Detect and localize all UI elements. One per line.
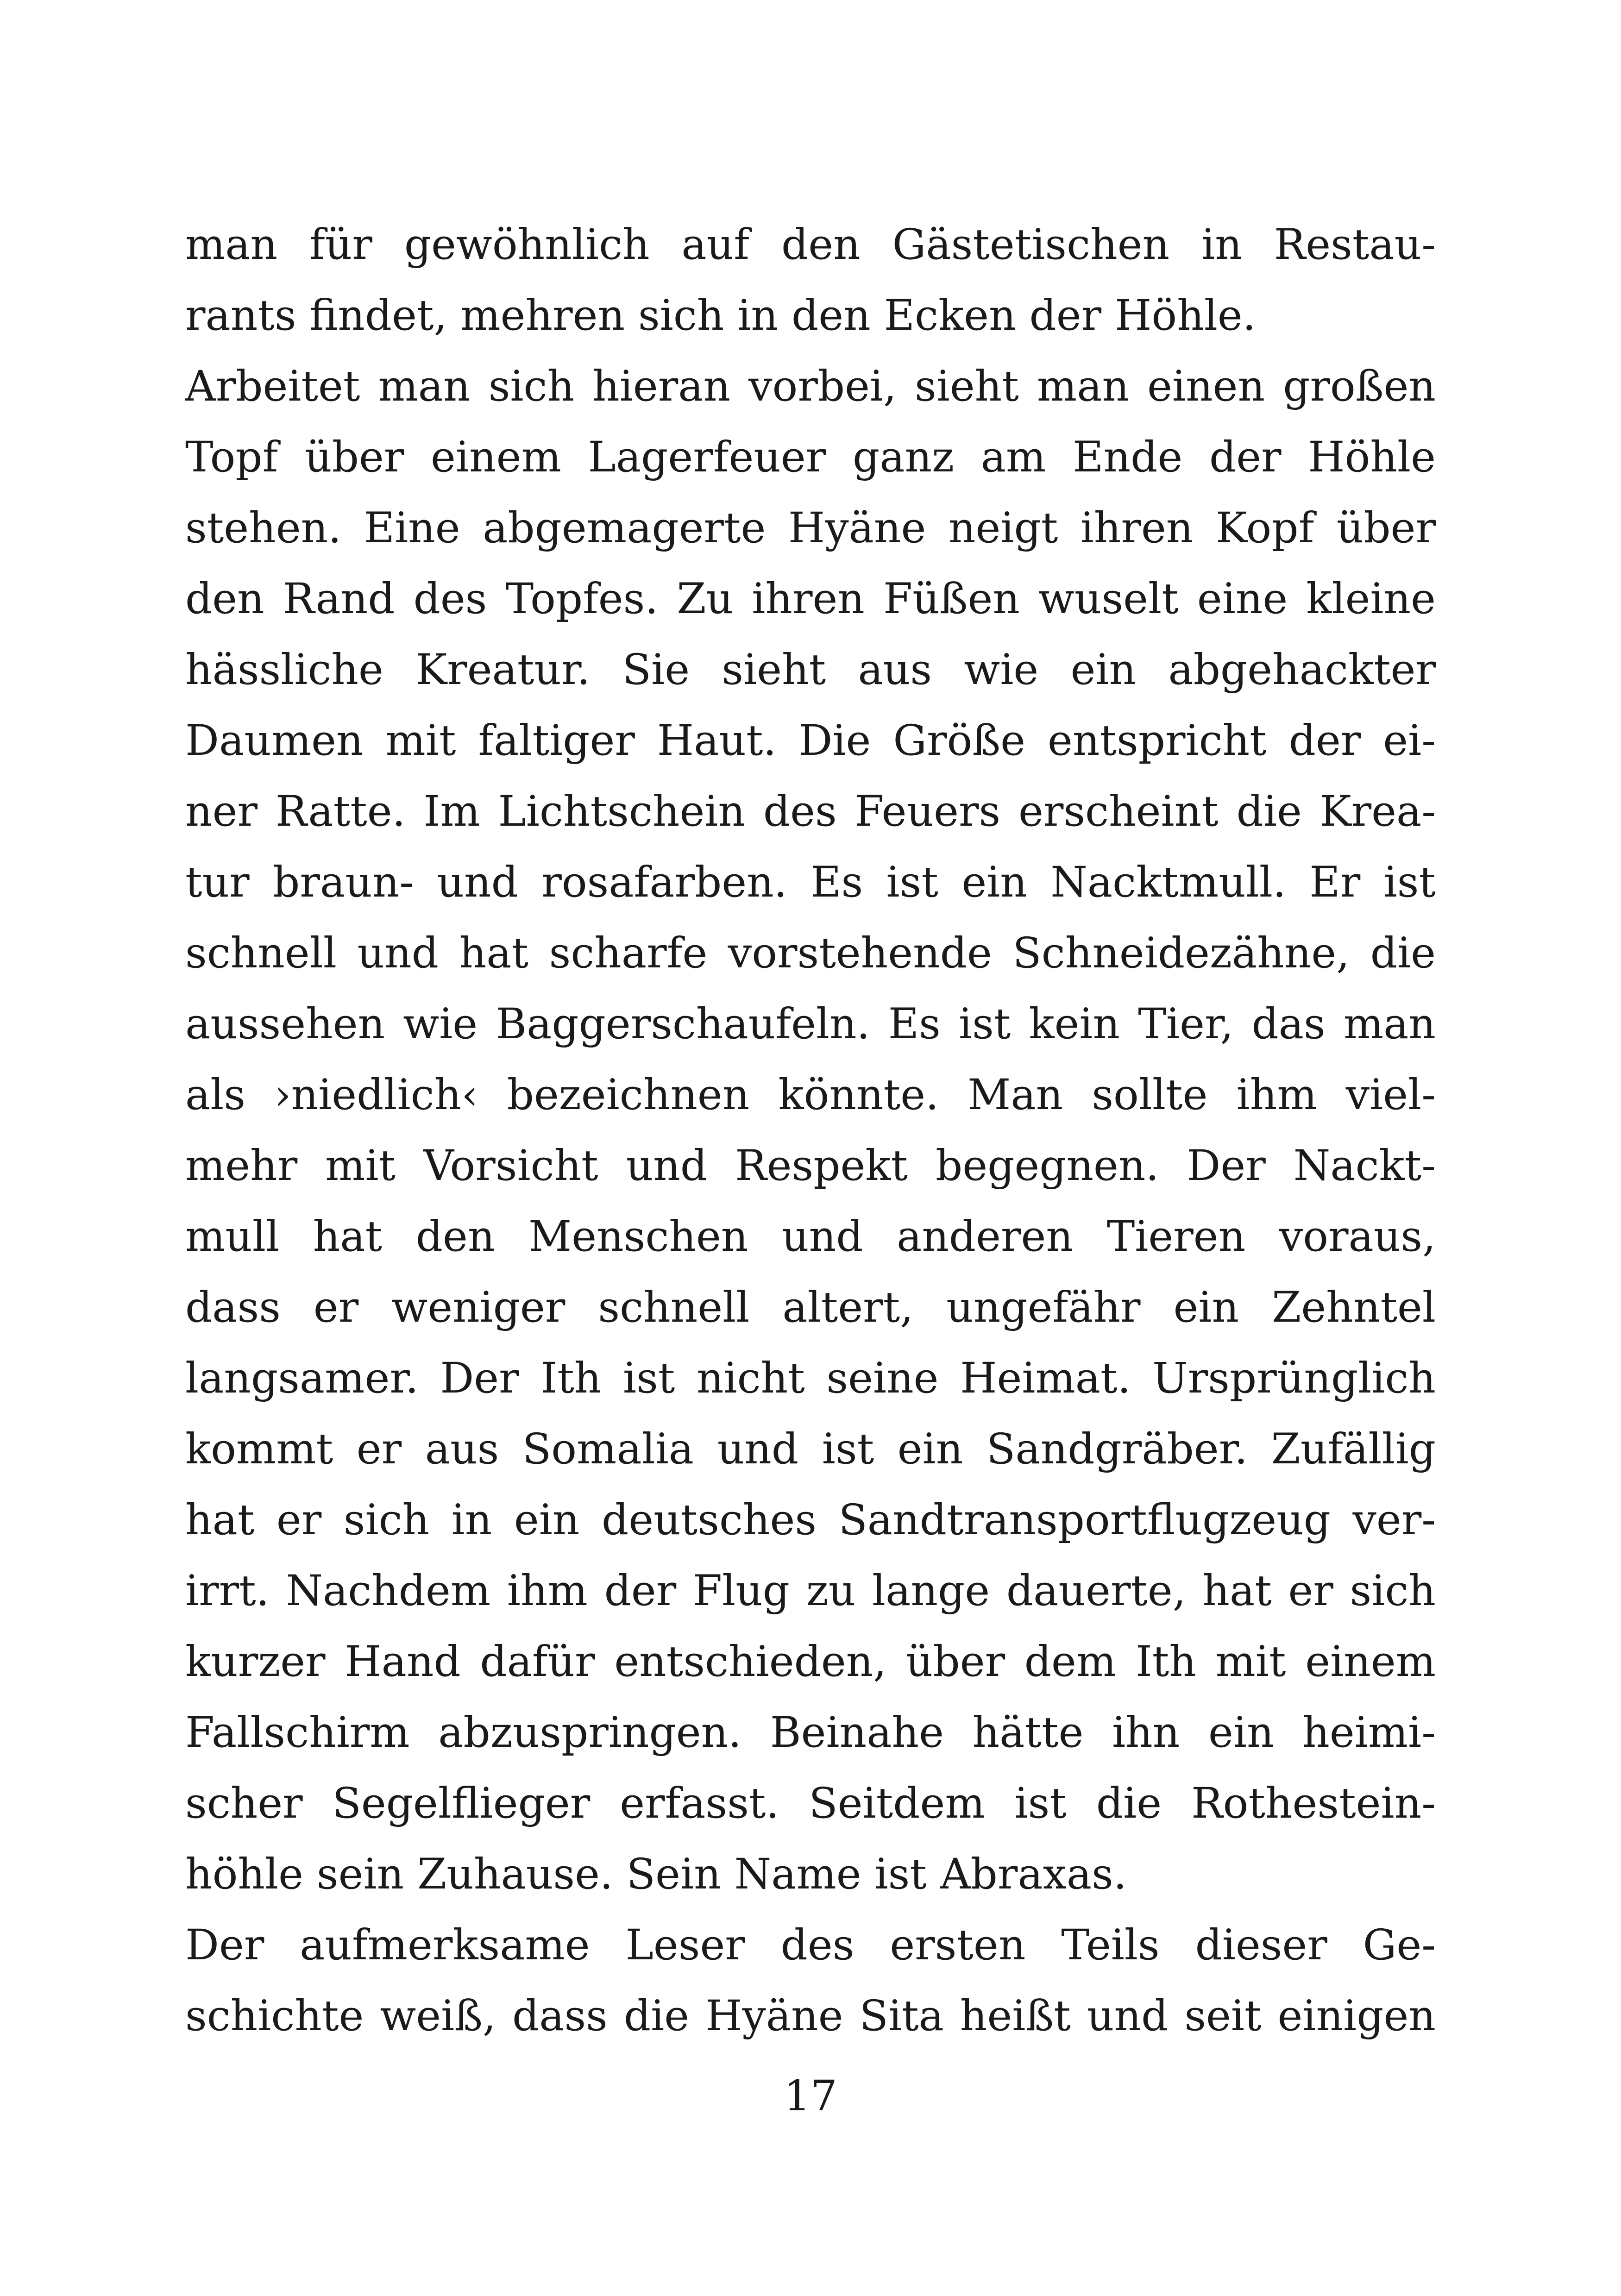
text-line: schnell und hat scharfe vorstehende Schneidezähne, die	[185, 929, 1436, 978]
text-line: höhle sein Zuhause. Sein Name ist Abraxas.	[185, 1850, 1127, 1899]
paragraph-3	[185, 1910, 1436, 2051]
text-line: Arbeitet man sich hieran vorbei, sieht man einen großen	[185, 362, 1436, 411]
text-line: mehr mit Vorsicht und Respekt begegnen. Der Nackt-	[185, 1142, 1436, 1190]
text-line: mull hat den Menschen und anderen Tieren voraus,	[185, 1212, 1436, 1261]
text-line: hat er sich in ein deutsches Sandtransportflugzeug ver-	[185, 1496, 1436, 1544]
text-line: tur braun- und rosafarben. Es ist ein Nacktmull. Er ist	[185, 858, 1436, 907]
page-number: 17	[784, 2072, 837, 2120]
text-line: irrt. Nachdem ihm der Flug zu lange dauerte, hat er sich	[185, 1567, 1436, 1615]
text-line: aussehen wie Baggerschaufeln. Es ist kein Tier, das man	[185, 1000, 1436, 1048]
text-line: langsamer. Der Ith ist nicht seine Heimat. Ursprünglich	[185, 1354, 1436, 1403]
text-line: stehen. Eine abgemagerte Hyäne neigt ihren Kopf über	[185, 504, 1436, 552]
text-line: rants findet, mehren sich in den Ecken der Höhle.	[185, 291, 1256, 340]
text-line: schichte weiß, dass die Hyäne Sita heißt und seit einigen	[185, 1992, 1436, 2040]
text-line: kurzer Hand dafür entschieden, über dem Ith mit einem	[185, 1637, 1436, 1686]
text-line: Topf über einem Lagerfeuer ganz am Ende der Höhle	[185, 433, 1436, 482]
text-line: dass er weniger schnell altert, ungefähr ein Zehntel	[185, 1283, 1436, 1332]
text-line: scher Segelflieger erfasst. Seitdem ist die Rothestein-	[185, 1779, 1436, 1828]
text-line: kommt er aus Somalia und ist ein Sandgräber. Zufällig	[185, 1425, 1436, 1474]
paragraph-1	[185, 209, 1436, 351]
text-line: ner Ratte. Im Lichtschein des Feuers erscheint die Krea-	[185, 787, 1436, 836]
text-line: man für gewöhnlich auf den Gästetischen in Restau-	[185, 220, 1436, 269]
text-line: Daumen mit faltiger Haut. Die Größe entspricht der ei-	[185, 716, 1436, 765]
paragraph-2	[185, 351, 1436, 1910]
body-text	[185, 209, 1436, 2051]
text-line: als ›niedlich‹ bezeichnen könnte. Man sollte ihm viel-	[185, 1071, 1436, 1119]
text-line: Fallschirm abzuspringen. Beinahe hätte ihn ein heimi-	[185, 1708, 1436, 1757]
text-line: den Rand des Topfes. Zu ihren Füßen wuselt eine kleine	[185, 575, 1436, 623]
text-line: Der aufmerksame Leser des ersten Teils dieser Ge-	[185, 1921, 1436, 1970]
text-line: hässliche Kreatur. Sie sieht aus wie ein abgehackter	[185, 646, 1436, 694]
